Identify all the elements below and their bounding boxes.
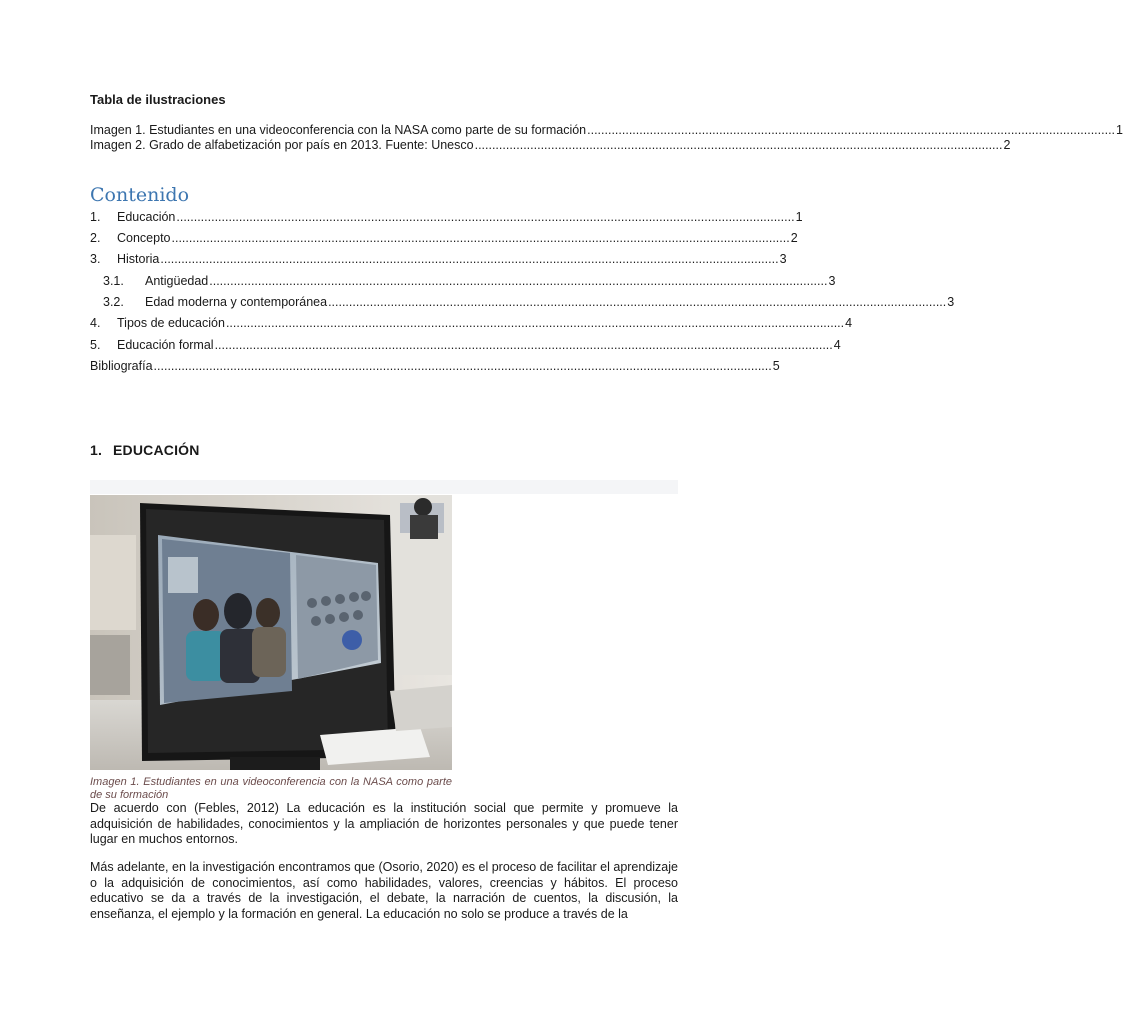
toc-entry[interactable] — [90, 316, 853, 330]
body-paragraph: De acuerdo con (Febles, 2012) La educación es la institución social que permite y promueve la adquisición de habilidades, conocimientos y la ampliación de horizontes personales y que puede tener lugar en muchos entornos. — [90, 801, 678, 846]
leader-dots: .................................................................................................................................................................................. — [328, 295, 947, 309]
toc-entry[interactable] — [90, 338, 841, 352]
videoconference-photo — [90, 495, 452, 770]
toc-entry-text: Edad moderna y contemporánea — [145, 295, 328, 309]
leader-dots: .................................................................................................................................................................................. — [153, 359, 772, 373]
toc-entry-text: Bibliografía — [90, 359, 153, 373]
illustration-entry-text: Imagen 1. Estudiantes en una videoconferencia con la NASA como parte de su formación — [90, 123, 587, 137]
toc-entry-page: 2 — [790, 231, 798, 245]
leader-dots: .................................................................................................................................................................................. — [225, 316, 845, 330]
toc-entry-number: 2. — [90, 231, 101, 245]
leader-dots: .................................................................................................................................................................................. — [176, 210, 795, 224]
toc-entry-page: 4 — [845, 316, 853, 330]
section-heading — [90, 442, 200, 458]
leader-dots: .................................................................................................................................................................................. — [160, 252, 779, 266]
shaded-bar — [90, 480, 678, 494]
toc-entry-page: 3 — [828, 274, 836, 288]
leader-dots: .................................................................................................................................................................................. — [171, 231, 790, 245]
toc-entry-number: 1. — [90, 210, 101, 224]
toc-entry-page: 1 — [795, 210, 803, 224]
toc-entry-page: 3 — [947, 295, 955, 309]
illustration-entry[interactable] — [90, 138, 1011, 152]
toc-entry-page: 4 — [833, 338, 841, 352]
toc-entry[interactable] — [90, 274, 836, 288]
toc-entry[interactable] — [90, 210, 803, 224]
leader-dots: .................................................................................................................................................................................. — [209, 274, 828, 288]
illustration-entry-text: Imagen 2. Grado de alfabetización por país en 2013. Fuente: Unesco — [90, 138, 474, 152]
toc-entry-text: Tipos de educación — [117, 316, 225, 330]
figure-caption: Imagen 1. Estudiantes en una videoconferencia con la NASA como parte de su formación — [90, 776, 452, 801]
toc-entry-page: 5 — [772, 359, 780, 373]
toc-entry-number: 5. — [90, 338, 101, 352]
toc-entry-number: 3.2. — [103, 295, 124, 309]
illustration-entry-page: 2 — [1003, 138, 1011, 152]
toc-entry-number: 3.1. — [103, 274, 124, 288]
leader-dots: ........................................................................................................................................................ — [587, 123, 1116, 137]
toc-entry-text: Concepto — [117, 231, 171, 245]
toc-entry-text: Antigüedad — [145, 274, 209, 288]
section-heading-number: 1. — [90, 442, 103, 458]
toc-entry[interactable] — [90, 295, 955, 309]
toc-entry[interactable] — [90, 359, 780, 373]
illustration-entry-page: 1 — [1116, 123, 1123, 137]
body-paragraph: Más adelante, en la investigación encontramos que (Osorio, 2020) es el proceso de facilitar el aprendizaje o la adquisición de conocimientos, así como habilidades, valores, creencias y hábitos. El proceso educativo se da a través de la investigación, el debate, la narración de cuentos, la discusión, la enseñanza, el ejemplo y la formación en general. La educación no solo se produce a través de la — [90, 860, 678, 921]
toc-entry-text: Historia — [117, 252, 160, 266]
toc-entry-page: 3 — [779, 252, 787, 266]
toc-entry[interactable] — [90, 252, 787, 266]
toc-entry-text: Educación formal — [117, 338, 214, 352]
leader-dots: ........................................................................................................................................................ — [474, 138, 1003, 152]
leader-dots: .................................................................................................................................................................................. — [214, 338, 833, 352]
toc-entry-number: 3. — [90, 252, 101, 266]
illustrations-title: Tabla de ilustraciones — [90, 92, 226, 107]
contents-title: Contenido — [90, 184, 190, 206]
toc-entry-number: 4. — [90, 316, 101, 330]
toc-entry[interactable] — [90, 231, 798, 245]
section-heading-text: EDUCACIÓN — [113, 442, 200, 458]
toc-entry-text: Educación — [117, 210, 176, 224]
illustration-entry[interactable] — [90, 123, 1123, 137]
